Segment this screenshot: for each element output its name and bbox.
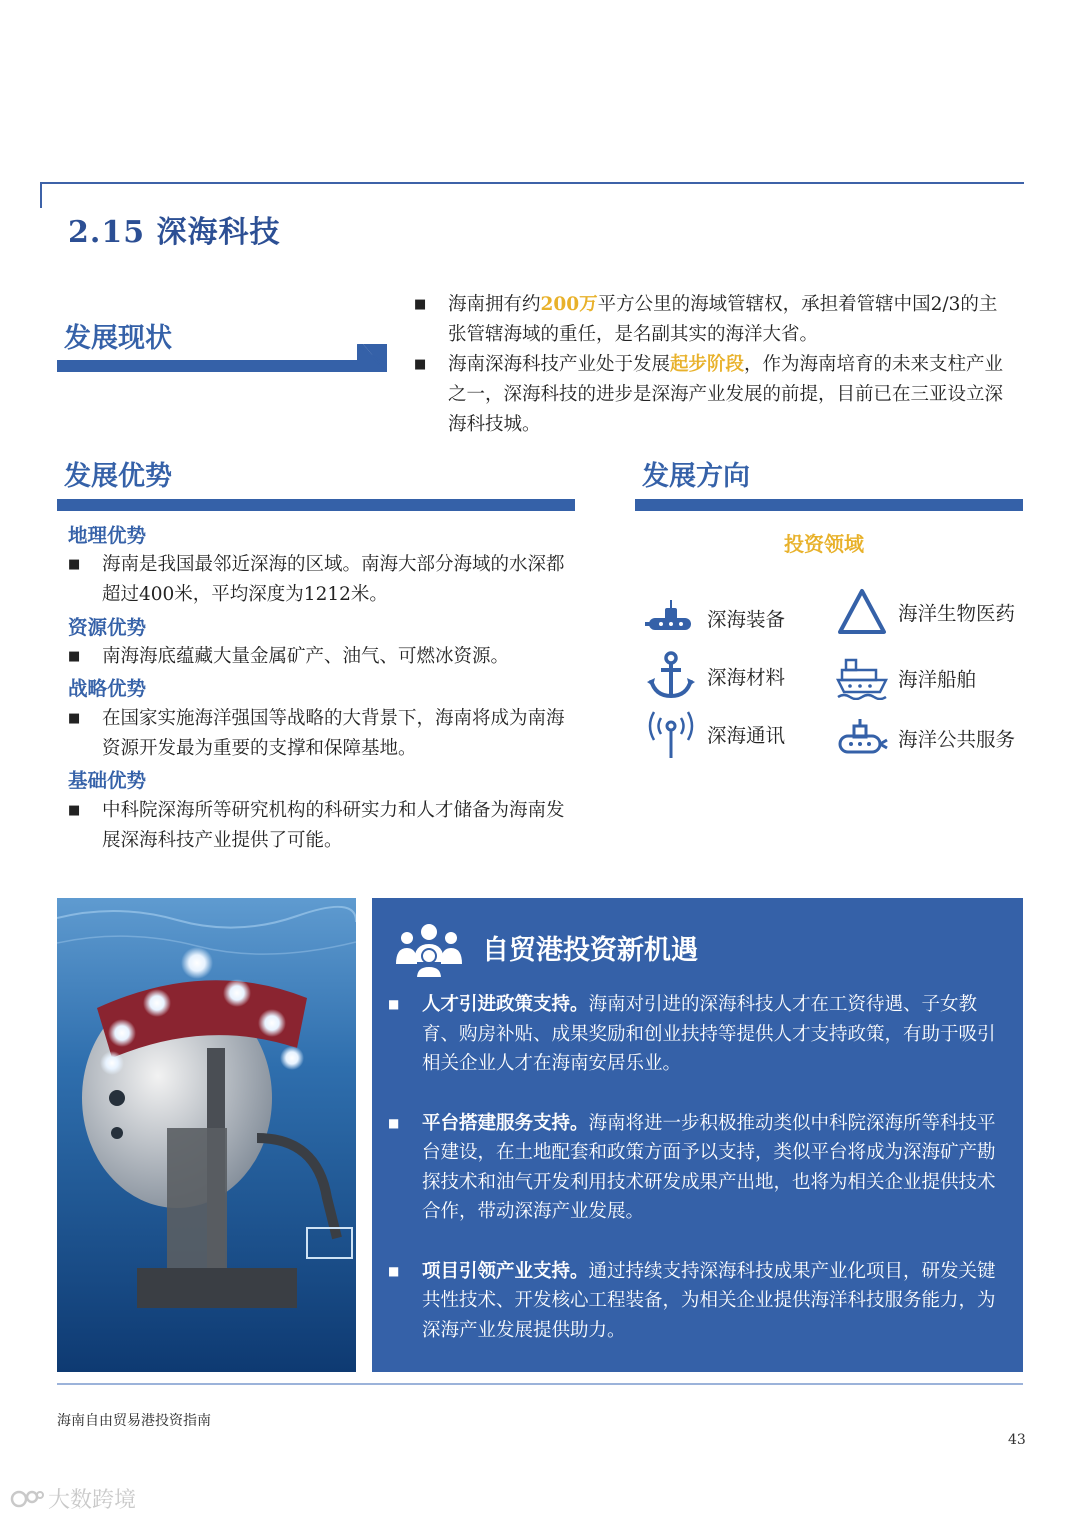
triangle-icon [836,586,888,638]
advantage-list-geo [68,550,578,610]
status-heading: 发展现状 [64,323,172,354]
advantages-heading: 发展优势 [64,461,172,492]
invest-item-label: 深海装备 [707,608,786,631]
ship-icon [836,652,888,704]
invest-item-deep-sea-equipment [645,592,785,644]
bullet-icon: ■ [388,1115,400,1130]
bullet-icon: ■ [68,711,81,726]
panel-title: 自贸港投资新机遇 [482,935,698,966]
signal-icon [645,708,697,760]
advantage-title-foundation: 基础优势 [68,769,147,792]
direction-heading: 发展方向 [642,461,750,492]
status-item: ■ 海南深海科技产业处于发展起步阶段，作为海南培育的未来支柱产业之一，深海科技的进步是深海产业发展的前提，目前已在三亚设立深海科技城。 [414,350,1014,440]
page-number: 43 [1008,1432,1026,1448]
advantage-text: 南海海底蕴藏大量金属矿产、油气、可燃冰资源。 [102,646,510,667]
invest-item-deep-sea-materials [645,650,785,702]
direction-bar [635,499,1023,511]
panel-item: ■ 平台搭建服务支持。海南将进一步积极推动类似中科院深海所等科技平台建设，在土地配套和政策方面予以支持，类似平台将成为深海矿产勘探技术和油气开发利用技术研发成果产出地，也将为相关企业提供技术合作，带动深海产业发展。 [388,1109,1000,1227]
invest-item-marine-public-service [836,712,1015,764]
advantage-list-strategy [68,704,578,764]
invest-item-label: 深海材料 [707,666,786,689]
advantages-bar [57,499,575,511]
panel-list [388,990,1000,1375]
invest-item-label: 海洋生物医药 [898,602,1016,625]
advantage-title-geo: 地理优势 [68,524,147,547]
advantage-title-strategy: 战略优势 [68,677,147,700]
advantage-title-resource: 资源优势 [68,616,147,639]
status-arrow-bar [57,344,387,372]
bottom-rule [57,1383,1023,1385]
submersible-photo [57,898,356,1372]
bullet-icon: ■ [414,297,427,312]
bullet-icon: ■ [414,357,427,372]
status-list [414,290,1014,440]
people-group-icon [394,920,464,978]
advantage-text: 海南是我国最邻近深海的区域。南海大部分海域的水深都超过400米，平均深度为1212米。 [102,554,565,605]
advantage-list-foundation [68,796,578,856]
anchor-icon [645,650,697,702]
invest-item-marine-biomedicine [836,586,1015,638]
top-rule [40,182,1024,184]
panel-item: ■ 项目引领产业支持。通过持续支持深海科技成果产业化项目，研发关键共性技术、开发核心工程装备，为相关企业提供海洋科技服务能力，为深海产业发展提供助力。 [388,1257,1000,1346]
bullet-icon: ■ [68,649,81,664]
panel-item: ■ 人才引进政策支持。海南对引进的深海科技人才在工资待遇、子女教育、购房补贴、成果奖励和创业扶持等提供人才支持政策，有助于吸引相关企业人才在海南安居乐业。 [388,990,1000,1079]
invest-item-marine-ships [836,652,976,704]
bullet-icon: ■ [388,1263,400,1278]
invest-item-label: 海洋船舶 [898,668,977,691]
advantage-list-resource [68,642,578,672]
status-item: ■ 海南拥有约200万平方公里的海域管辖权，承担着管辖中国2/3的主张管辖海域的重任，是名副其实的海洋大省。 [414,290,1014,350]
invest-item-label: 海洋公共服务 [898,728,1016,751]
top-rule-tick [40,182,42,208]
bullet-icon: ■ [68,803,81,818]
watermark-logo-icon [10,1487,44,1511]
submarine-small-icon [836,712,888,764]
section-title: 2.15 深海科技 [68,215,281,250]
advantage-text: 在国家实施海洋强国等战略的大背景下，海南将成为南海资源开发最为重要的支撑和保障基地。 [102,708,565,759]
bullet-icon: ■ [388,997,400,1011]
invest-item-deep-sea-communication [645,708,785,760]
opportunity-panel [372,898,1023,1372]
footer-title: 海南自由贸易港投资指南 [57,1413,211,1429]
submarine-icon [645,592,697,644]
invest-title: 投资领域 [784,532,864,556]
bullet-icon: ■ [68,557,81,572]
invest-item-label: 深海通讯 [707,724,786,747]
watermark-text: 大数跨境 [48,1488,137,1513]
watermark [10,1483,136,1514]
advantage-text: 中科院深海所等研究机构的科研实力和人才储备为海南发展深海科技产业提供了可能。 [102,800,565,851]
